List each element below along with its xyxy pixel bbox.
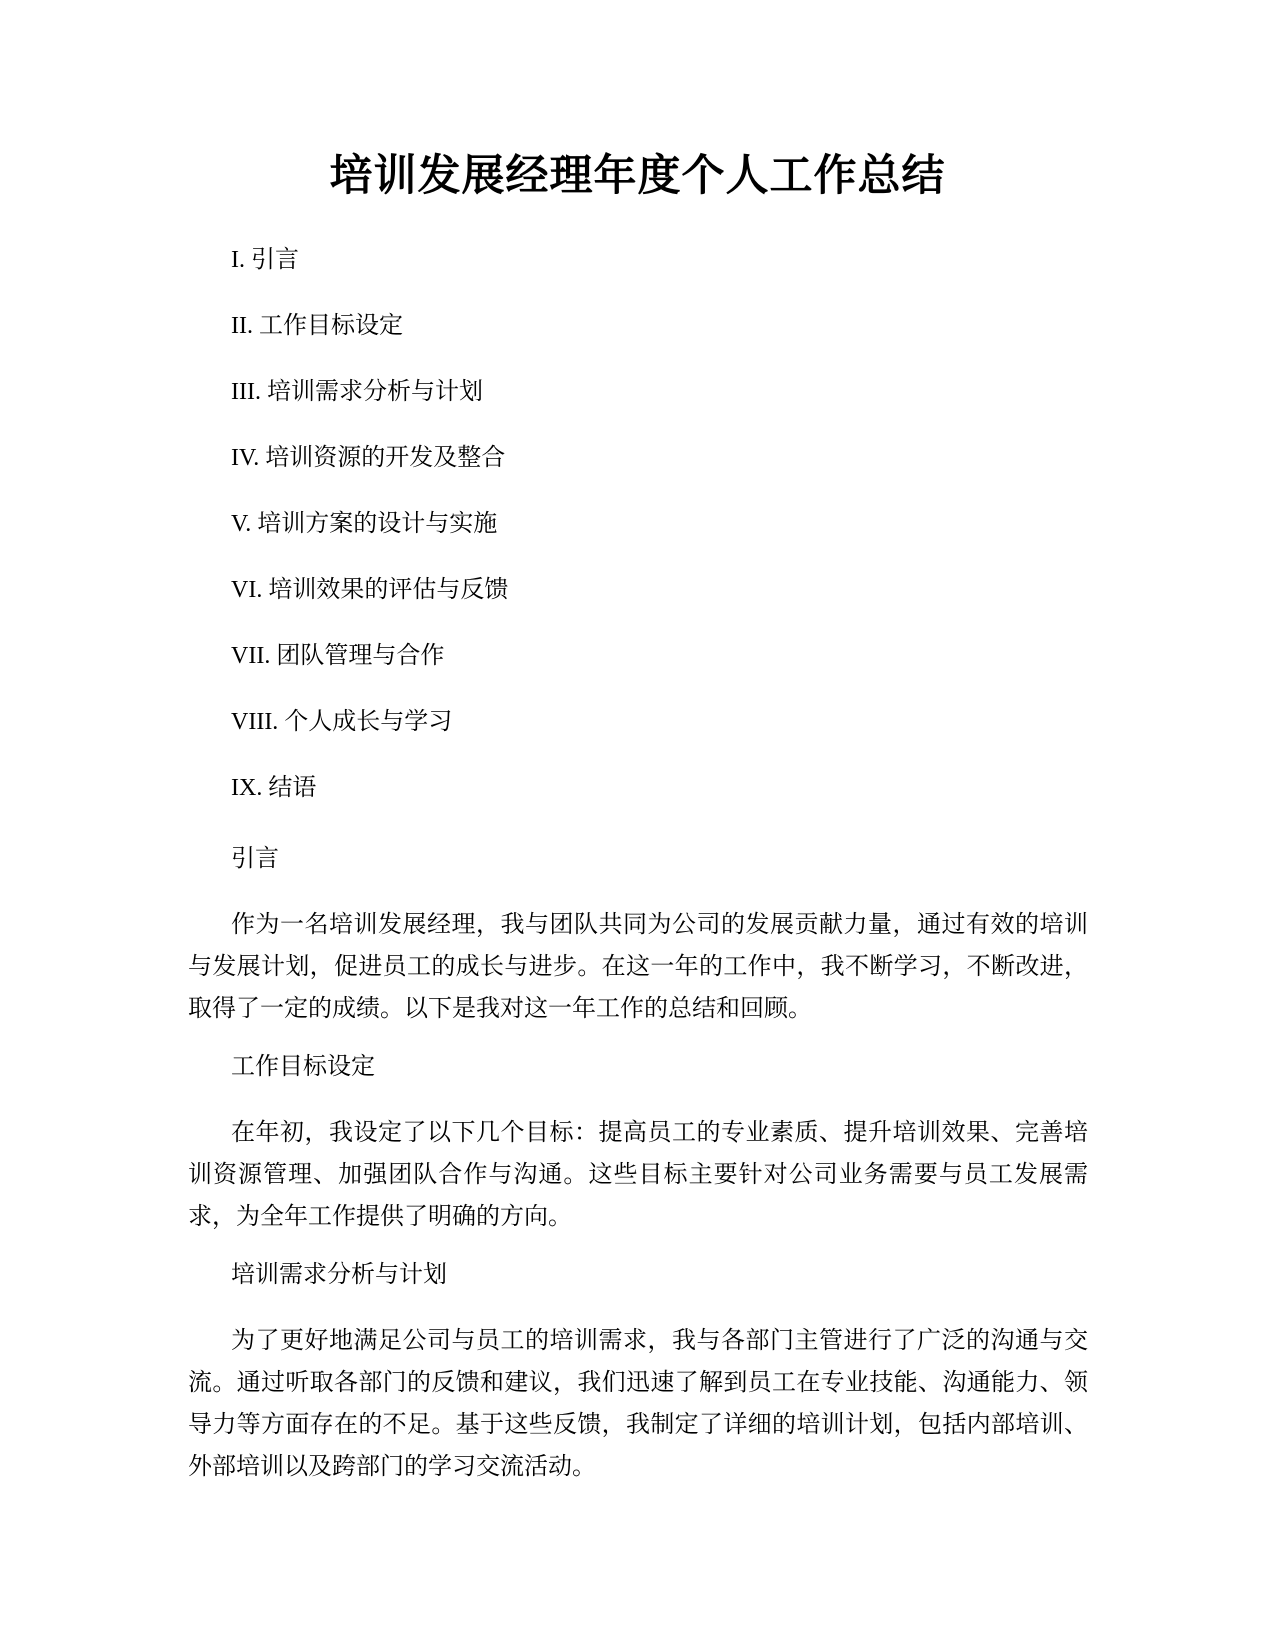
document-title: 培训发展经理年度个人工作总结	[329, 151, 946, 201]
toc-item: VII. 团队管理与合作	[231, 643, 445, 669]
section-heading-introduction: 引言	[231, 846, 279, 872]
toc-item: V. 培训方案的设计与实施	[231, 511, 498, 537]
toc-item: I. 引言	[231, 247, 299, 273]
toc-item: II. 工作目标设定	[231, 313, 403, 339]
toc-item: VI. 培训效果的评估与反馈	[231, 577, 509, 603]
toc-item: III. 培训需求分析与计划	[231, 379, 483, 405]
section-paragraph-introduction: 作为一名培训发展经理，我与团队共同为公司的发展贡献力量，通过有效的培训与发展计划，促进员工的成长与进步。在这一年的工作中，我不断学习，不断改进，取得了一定的成绩。以下是我对这一年工作的总结和回顾。	[188, 912, 1088, 1022]
section-paragraph-needs-analysis: 为了更好地满足公司与员工的培训需求，我与各部门主管进行了广泛的沟通与交流。通过听取各部门的反馈和建议，我们迅速了解到员工在专业技能、沟通能力、领导力等方面存在的不足。基于这些反馈，我制定了详细的培训计划，包括内部培训、外部培训以及跨部门的学习交流活动。	[188, 1328, 1088, 1480]
toc-item: VIII. 个人成长与学习	[231, 709, 453, 735]
table-of-contents	[231, 245, 1131, 839]
section-heading-needs-analysis: 培训需求分析与计划	[231, 1262, 447, 1288]
document-body	[188, 844, 1088, 1510]
section-heading-goals: 工作目标设定	[231, 1054, 375, 1080]
toc-item: IV. 培训资源的开发及整合	[231, 445, 506, 471]
section-paragraph-goals: 在年初，我设定了以下几个目标：提高员工的专业素质、提升培训效果、完善培训资源管理、加强团队合作与沟通。这些目标主要针对公司业务需要与员工发展需求，为全年工作提供了明确的方向。	[188, 1120, 1088, 1230]
toc-item: IX. 结语	[231, 775, 317, 801]
